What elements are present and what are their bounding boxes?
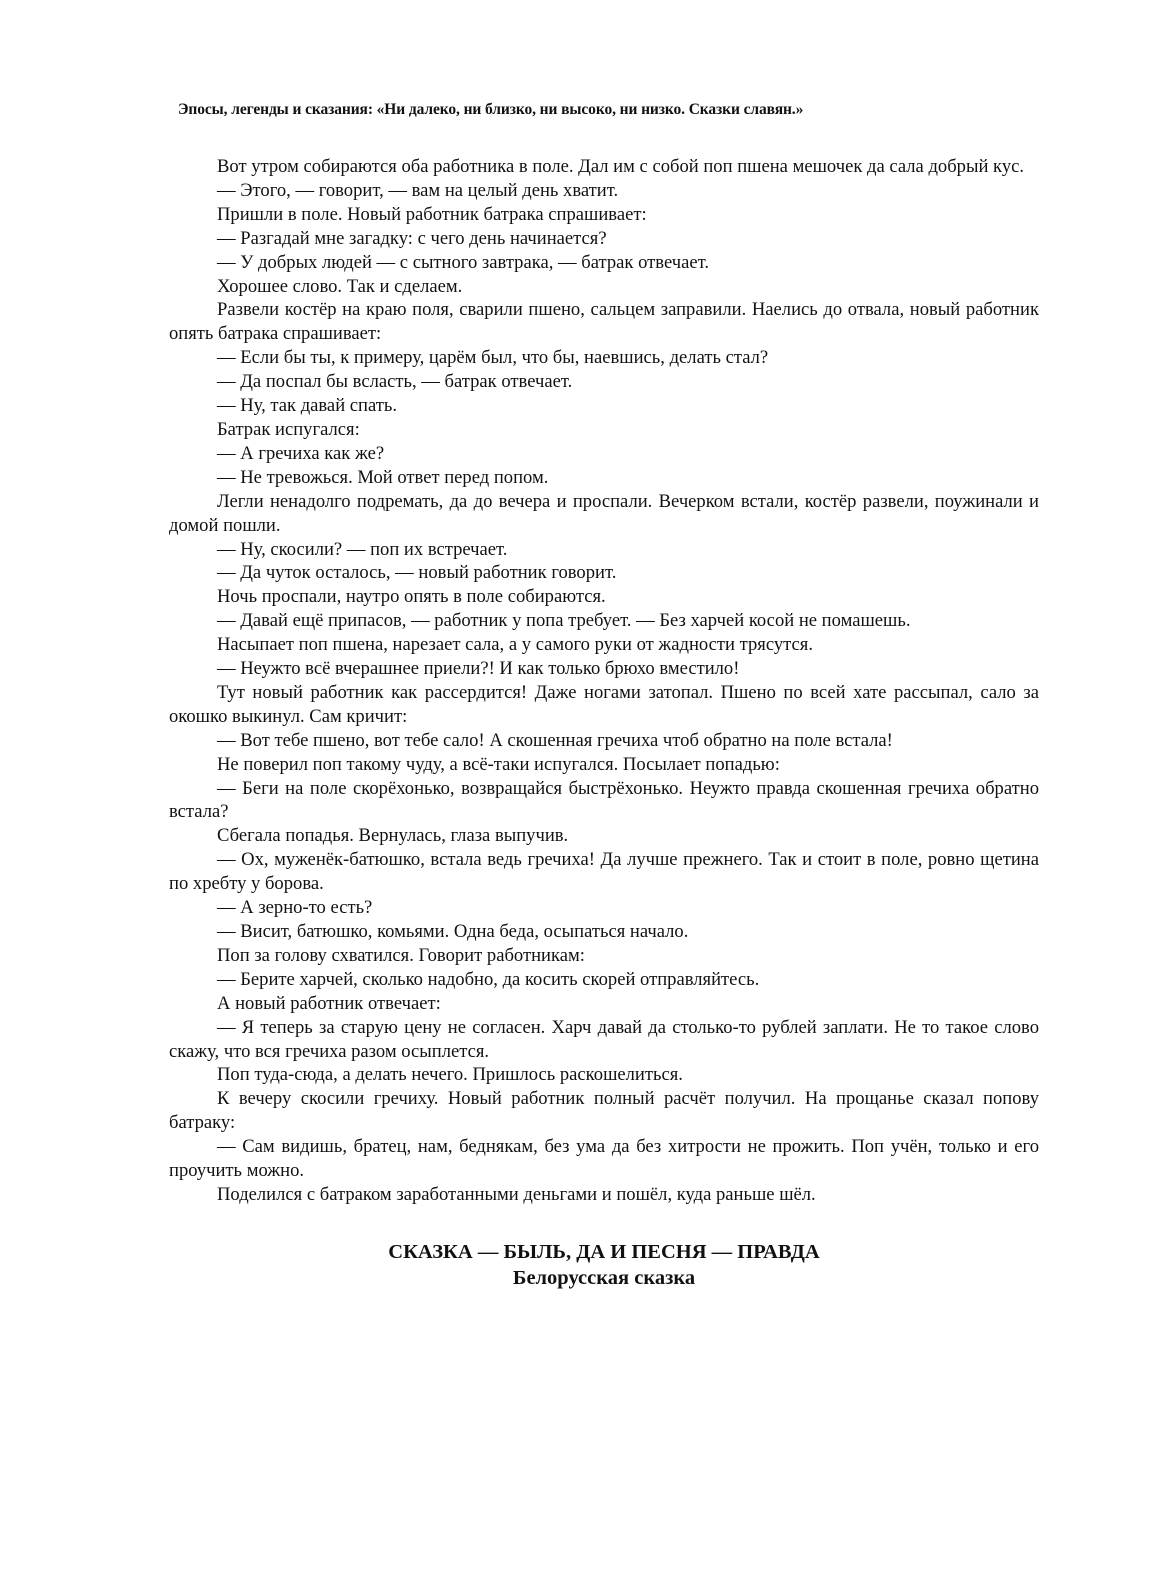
paragraph: — Ох, муженёк-батюшко, встала ведь гречиха! Да лучше прежнего. Так и стоит в поле, ровно щетина по хребту у борова. <box>169 849 1039 895</box>
paragraph: — У добрых людей — с сытного завтрака, — батрак отвечает. <box>217 251 709 273</box>
paragraph: А новый работник отвечает: <box>217 992 441 1014</box>
paragraph: — Беги на поле скорёхонько, возвращайся быстрёхонько. Неужто правда скошенная гречиха обратно встала? <box>169 777 1039 823</box>
paragraph: — Да поспал бы всласть, — батрак отвечает. <box>217 371 573 393</box>
paragraph: — А гречиха как же? <box>217 442 385 464</box>
paragraph: Ночь проспали, наутро опять в поле собираются. <box>217 586 606 608</box>
paragraph: Насыпает поп пшена, нарезает сала, а у самого руки от жадности трясутся. <box>217 634 813 656</box>
paragraph: — Сам видишь, братец, нам, беднякам, без ума да без хитрости не прожить. Поп учён, только и его проучить можно. <box>169 1136 1039 1182</box>
paragraph: Пришли в поле. Новый работник батрака спрашивает: <box>217 203 647 225</box>
paragraph: — Ну, скосили? — поп их встречает. <box>217 538 508 560</box>
paragraph: Поп за голову схватился. Говорит работникам: <box>217 944 585 966</box>
paragraph: — Висит, батюшко, комьями. Одна беда, осыпаться начало. <box>217 921 689 942</box>
paragraph: — Неужто всё вчерашнее приели?! И как только брюхо вместило! <box>217 658 740 680</box>
running-header: Эпосы, легенды и сказания: «Ни далеко, ни близко, ни высоко, ни низко. Сказки славян.» <box>178 101 804 118</box>
paragraph: — Не тревожься. Мой ответ перед попом. <box>217 466 549 488</box>
story-title: СКАЗКА — БЫЛЬ, ДА И ПЕСНЯ — ПРАВДА <box>388 1241 820 1263</box>
paragraph: Поп туда-сюда, а делать нечего. Пришлось раскошелиться. <box>217 1064 683 1086</box>
paragraph: — Берите харчей, сколько надобно, да косить скорей отправляйтесь. <box>217 968 760 990</box>
paragraph: Хорошее слово. Так и сделаем. <box>217 275 463 297</box>
paragraph: — А зерно-то есть? <box>217 897 373 919</box>
paragraph: Легли ненадолго подремать, да до вечера и проспали. Вечерком встали, костёр развели, поужинали и домой пошли. <box>169 490 1039 536</box>
paragraph: — Ну, так давай спать. <box>217 395 398 417</box>
paragraph: Поделился с батраком заработанными деньгами и пошёл, куда раньше шёл. <box>217 1183 816 1205</box>
paragraph: Тут новый работник как рассердится! Даже ногами затопал. Пшено по всей хате рассыпал, сало за окошко выкинул. Сам кричит: <box>169 681 1039 727</box>
paragraph: Развели костёр на краю поля, сварили пшено, сальцем заправили. Наелись до отвала, новый работник опять батрака спрашивает: <box>169 299 1039 345</box>
paragraph: — Давай ещё припасов, — работник у попа требует. — Без харчей косой не помашешь. <box>217 610 911 632</box>
paragraph: — Я теперь за старую цену не согласен. Харч давай да столько-то рублей заплати. Не то такое слово скажу, что вся гречиха разом осыплется. <box>169 1016 1039 1062</box>
paragraph: Батрак испугался: <box>217 418 360 440</box>
paragraph: — Этого, — говорит, — вам на целый день хватит. <box>217 179 619 201</box>
story-body <box>169 155 1039 1207</box>
paragraph: Вот утром собираются оба работника в поле. Дал им с собой поп пшена мешочек да сала добрый кус. <box>217 156 1025 177</box>
paragraph: — Если бы ты, к примеру, царём был, что бы, наевшись, делать стал? <box>217 347 769 369</box>
paragraph: — Да чуток осталось, — новый работник говорит. <box>217 562 617 584</box>
paragraph: К вечеру скосили гречиху. Новый работник полный расчёт получил. На прощанье сказал попову батраку: <box>169 1088 1039 1134</box>
paragraph: Сбегала попадья. Вернулась, глаза выпучив. <box>217 825 569 847</box>
story-subtitle: Белорусская сказка <box>512 1267 696 1289</box>
paragraph: — Разгадай мне загадку: с чего день начинается? <box>217 227 607 249</box>
paragraph: Не поверил поп такому чуду, а всё-таки испугался. Посылает попадью: <box>217 753 780 775</box>
paragraph: — Вот тебе пшено, вот тебе сало! А скошенная гречиха чтоб обратно на поле встала! <box>217 729 893 751</box>
